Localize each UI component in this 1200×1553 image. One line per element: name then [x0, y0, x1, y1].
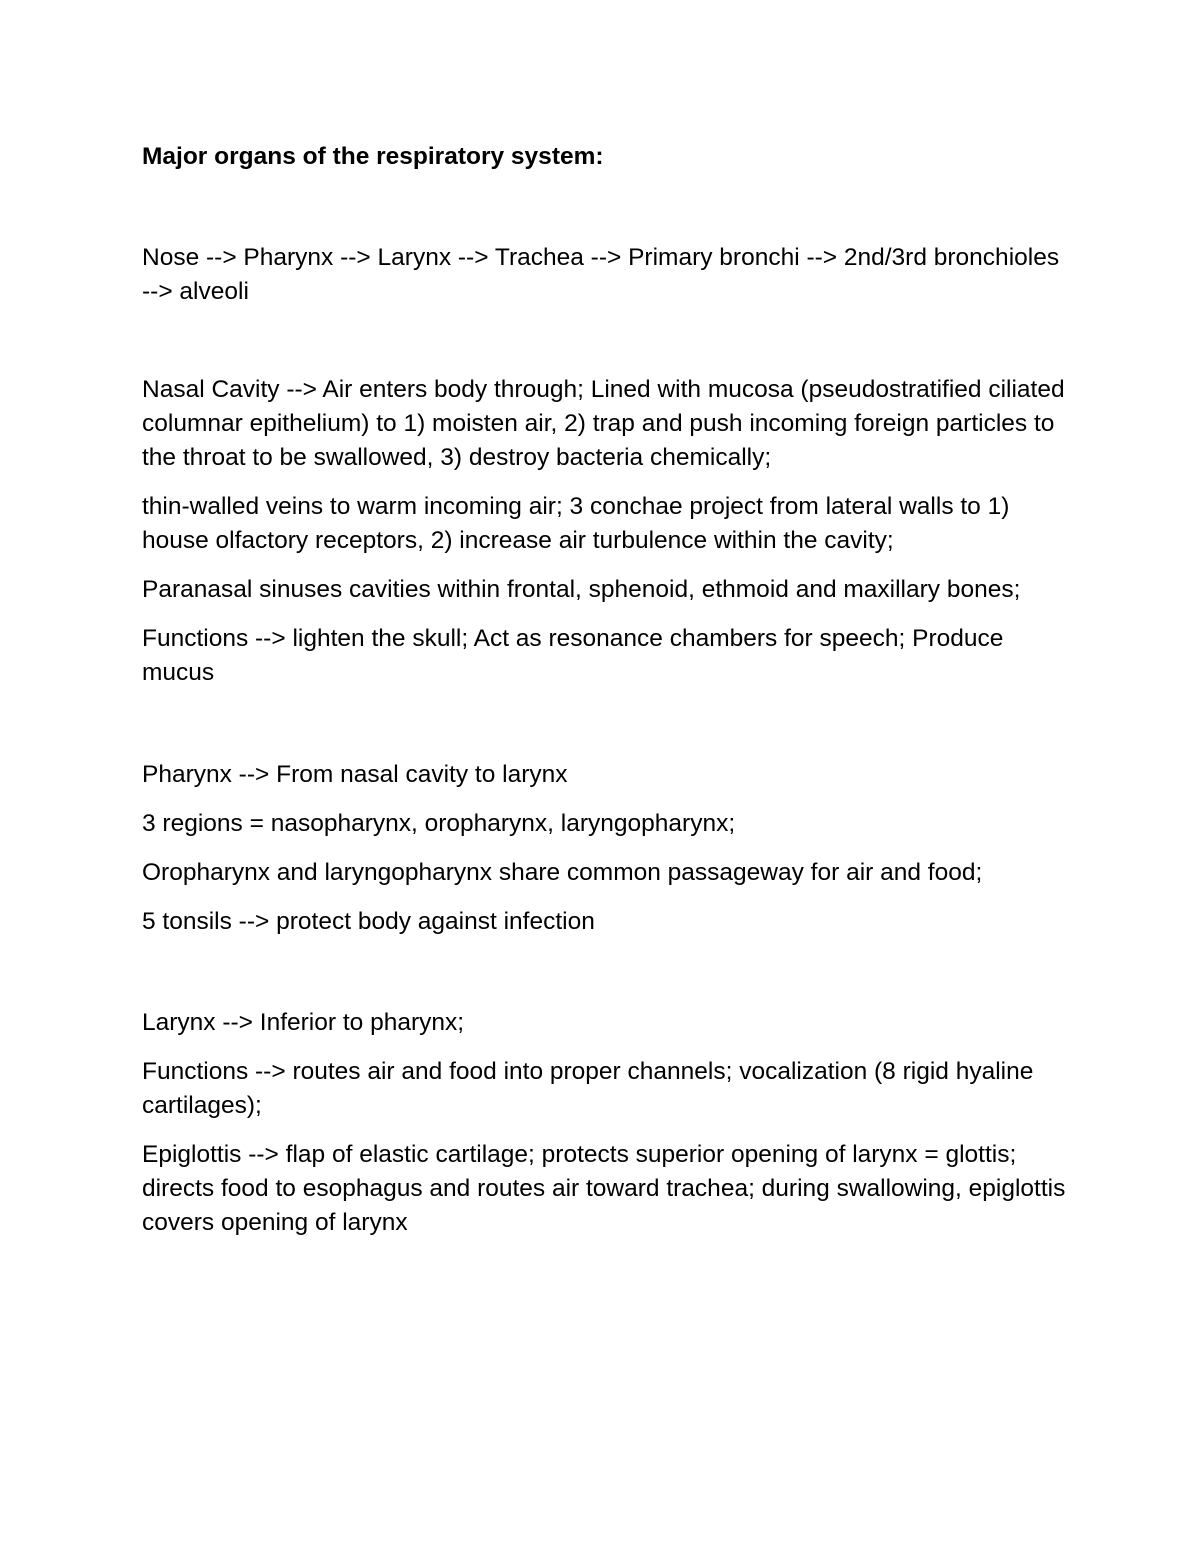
pharynx-section — [142, 758, 1067, 939]
paragraph: thin-walled veins to warm incoming air; 3 conchae project from lateral walls to 1) house olfactory receptors, 2) increase air turbulence within the cavity; — [142, 493, 1010, 554]
spacer — [142, 984, 1067, 1006]
paragraph: Oropharynx and laryngopharynx share common passageway for air and food; — [142, 859, 983, 886]
document-title: Major organs of the respiratory system: — [142, 143, 604, 170]
spacer — [142, 174, 1067, 241]
spacer — [142, 735, 1067, 758]
nasal-cavity-section — [142, 373, 1067, 690]
document-content — [142, 140, 1067, 1240]
paragraph: 5 tonsils --> protect body against infection — [142, 908, 595, 935]
paragraph: Pharynx --> From nasal cavity to larynx — [142, 761, 568, 788]
paragraph: Nasal Cavity --> Air enters body through; Lined with mucosa (pseudostratified ciliated columnar epithelium) to 1) moisten air, 2) trap and push incoming foreign particles to the throat to be swallowed, 3) destroy bacteria chemically; — [142, 376, 1065, 471]
larynx-section — [142, 1006, 1067, 1240]
spacer — [142, 939, 1067, 984]
spacer — [142, 309, 1067, 354]
spacer — [142, 354, 1067, 373]
paragraph: Paranasal sinuses cavities within frontal, sphenoid, ethmoid and maxillary bones; — [142, 576, 1021, 603]
airway-flow-paragraph: Nose --> Pharynx --> Larynx --> Trachea --> Primary bronchi --> 2nd/3rd bronchioles --> alveoli — [142, 244, 1060, 305]
paragraph: 3 regions = nasopharynx, oropharynx, laryngopharynx; — [142, 810, 736, 837]
spacer — [142, 690, 1067, 735]
paragraph: Epiglottis --> flap of elastic cartilage; protects superior opening of larynx = glottis; directs food to esophagus and routes air toward trachea; during swallowing, epiglottis covers opening of larynx — [142, 1141, 1066, 1236]
paragraph: Larynx --> Inferior to pharynx; — [142, 1009, 465, 1036]
paragraph: Functions --> routes air and food into proper channels; vocalization (8 rigid hyaline cartilages); — [142, 1058, 1034, 1119]
paragraph: Functions --> lighten the skull; Act as resonance chambers for speech; Produce mucus — [142, 625, 1004, 686]
